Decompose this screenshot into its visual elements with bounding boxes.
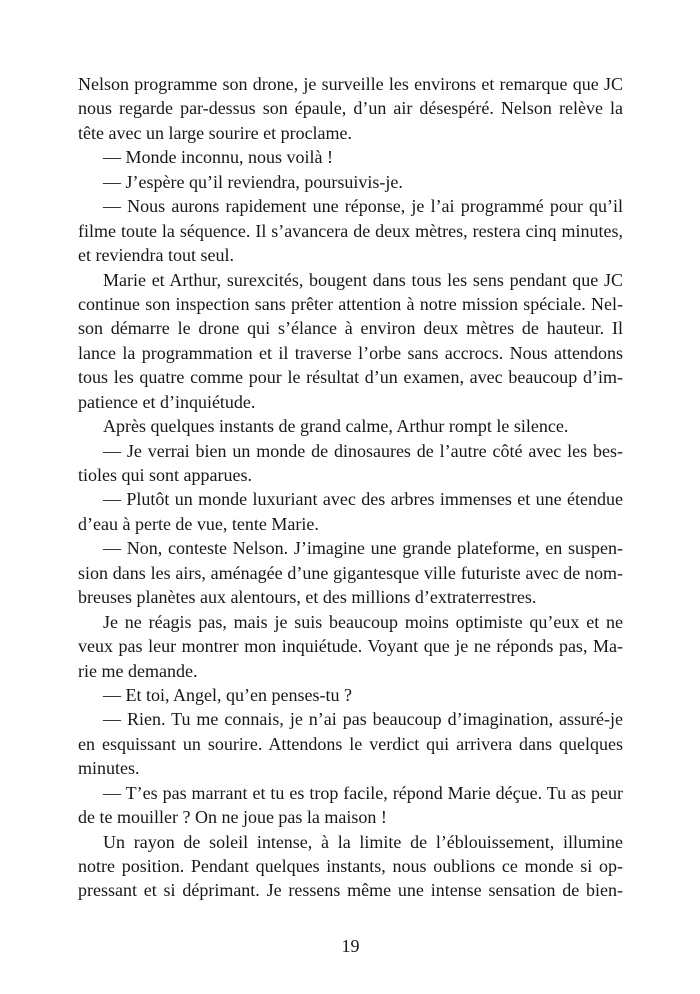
text-line: continue son inspection sans prêter attention à notre mission spéciale. Nel- [78, 293, 623, 314]
text-line: — Je verrai bien un monde de dinosaures de l’autre côté avec les bes- [103, 440, 623, 461]
text-line: d’eau à perte de vue, tente Marie. [78, 513, 319, 534]
text-line: — Et toi, Angel, qu’en penses-tu ? [103, 684, 352, 705]
text-line: Marie et Arthur, surexcités, bougent dans tous les sens pendant que JC [103, 269, 623, 290]
text-line: nous regarde par-dessus son épaule, d’un air désespéré. Nelson relève la [78, 98, 623, 119]
text-line: Après quelques instants de grand calme, Arthur rompt le silence. [103, 416, 569, 437]
paragraph [78, 781, 623, 830]
text-line: — Plutôt un monde luxuriant avec des arbres immenses et une étendue [103, 489, 623, 510]
text-line: Je ne réagis pas, mais je suis beaucoup moins optimiste qu’eux et ne [103, 611, 623, 632]
text-line: Un rayon de soleil intense, à la limite de l’éblouissement, illumine [103, 831, 623, 852]
paragraph [78, 487, 623, 536]
text-line: notre position. Pendant quelques instants, nous oublions ce monde si op- [78, 856, 623, 876]
paragraph [78, 170, 623, 194]
paragraph [78, 683, 623, 707]
text-line: — Non, conteste Nelson. J’imagine une grande plateforme, en suspen- [103, 538, 623, 559]
text-line: tous les quatre comme pour le résultat d’un examen, avec beaucoup d’im- [78, 367, 623, 388]
paragraph [78, 707, 623, 780]
paragraph [78, 439, 623, 488]
paragraph [78, 536, 623, 609]
text-line: tioles qui sont apparues. [78, 465, 252, 485]
paragraph [78, 414, 623, 438]
text-line: — T’es pas marrant et tu es trop facile, répond Marie déçue. Tu as peur [103, 782, 623, 803]
paragraph [78, 194, 623, 267]
text-line: — Nous aurons rapidement une réponse, je l’ai programmé pour qu’il [103, 196, 623, 217]
text-line: en esquissant un sourire. Attendons le verdict qui arrivera dans quelques [78, 733, 623, 754]
text-line: son démarre le drone qui s’élance à environ deux mètres de hauteur. Il [78, 318, 623, 339]
text-line: tête avec un large sourire et proclame. [78, 122, 353, 143]
text-line: patience et d’inquiétude. [78, 391, 256, 412]
text-line: et reviendra tout seul. [78, 245, 234, 266]
paragraph [78, 145, 623, 169]
text-line: pressant et si déprimant. Je ressens même une intense sensation de bien- [78, 880, 623, 901]
text-line: sion dans les airs, aménagée d’une gigantesque ville futuriste avec de nom- [78, 562, 623, 583]
text-line: — Rien. Tu me connais, je n’ai pas beaucoup d’imagination, assuré-je [103, 709, 623, 730]
text-line: veux pas leur montrer mon inquiétude. Voyant que je ne réponds pas, Ma- [78, 636, 623, 657]
text-line: — J’espère qu’il reviendra, poursuivis-je. [103, 171, 403, 192]
page-number: 19 [341, 936, 360, 956]
paragraph [78, 830, 623, 903]
text-line: rie me demande. [78, 660, 198, 681]
text-line: breuses planètes aux alentours, et des millions d’extraterrestres. [78, 587, 537, 608]
text-line: — Monde inconnu, nous voilà ! [103, 147, 333, 168]
text-line: filme toute la séquence. Il s’avancera de deux mètres, restera cinq minutes, [78, 220, 623, 241]
paragraph [78, 610, 623, 683]
paragraph [78, 72, 623, 145]
text-line: minutes. [78, 758, 140, 779]
text-block [78, 72, 623, 903]
text-line: Nelson programme son drone, je surveille les environs et remarque que JC [78, 74, 623, 94]
paragraph [78, 268, 623, 415]
text-line: lance la programmation et il traverse l’orbe sans accrocs. Nous attendons [78, 342, 623, 363]
text-line: de te mouiller ? On ne joue pas la maison ! [78, 807, 387, 828]
